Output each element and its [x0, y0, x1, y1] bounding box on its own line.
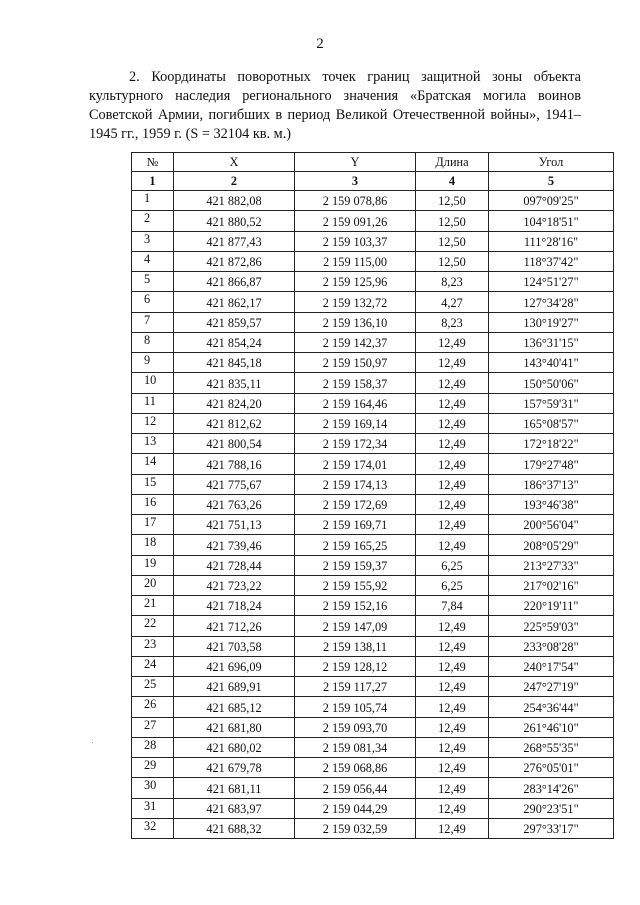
- cell-x: 421 763,26: [174, 494, 295, 514]
- cell-point-number: 20: [132, 575, 174, 595]
- table-row: [132, 636, 614, 656]
- cell-length: 12,49: [416, 818, 489, 838]
- cell-angle: 290°23'51": [489, 798, 614, 818]
- table-row: [132, 697, 614, 717]
- cell-point-number: 24: [132, 656, 174, 676]
- cell-y: 2 159 068,86: [295, 758, 416, 778]
- table-row: [132, 616, 614, 636]
- cell-length: 12,49: [416, 535, 489, 555]
- cell-x: 421 880,52: [174, 211, 295, 231]
- cell-x: 421 854,24: [174, 332, 295, 352]
- cell-angle: 233°08'28": [489, 636, 614, 656]
- cell-point-number: 28: [132, 737, 174, 757]
- table-row: [132, 413, 614, 433]
- cell-x: 421 859,57: [174, 312, 295, 332]
- cell-angle: 254°36'44": [489, 697, 614, 717]
- cell-point-number: 23: [132, 636, 174, 656]
- cell-y: 2 159 169,14: [295, 413, 416, 433]
- cell-y: 2 159 128,12: [295, 656, 416, 676]
- cell-point-number: 19: [132, 555, 174, 575]
- cell-x: 421 683,97: [174, 798, 295, 818]
- column-number-row: [132, 172, 614, 191]
- header-x: X: [174, 153, 295, 172]
- table-row: [132, 312, 614, 332]
- cell-angle: 179°27'48": [489, 454, 614, 474]
- cell-y: 2 159 103,37: [295, 231, 416, 251]
- cell-length: 12,49: [416, 717, 489, 737]
- cell-y: 2 159 158,37: [295, 373, 416, 393]
- cell-length: 12,49: [416, 494, 489, 514]
- cell-length: 12,49: [416, 737, 489, 757]
- cell-x: 421 835,11: [174, 373, 295, 393]
- cell-x: 421 862,17: [174, 292, 295, 312]
- cell-length: 12,49: [416, 636, 489, 656]
- cell-angle: 118°37'42": [489, 251, 614, 271]
- table-row: [132, 494, 614, 514]
- cell-length: 12,49: [416, 332, 489, 352]
- cell-x: 421 728,44: [174, 555, 295, 575]
- cell-y: 2 159 174,01: [295, 454, 416, 474]
- cell-y: 2 159 164,46: [295, 393, 416, 413]
- cell-x: 421 681,80: [174, 717, 295, 737]
- cell-angle: 104°18'51": [489, 211, 614, 231]
- cell-x: 421 751,13: [174, 515, 295, 535]
- table-body: [132, 172, 614, 839]
- table-row: [132, 717, 614, 737]
- cell-point-number: 18: [132, 535, 174, 555]
- cell-angle: 208°05'29": [489, 535, 614, 555]
- cell-length: 8,23: [416, 312, 489, 332]
- header-length: Длина: [416, 153, 489, 172]
- cell-angle: 200°56'04": [489, 515, 614, 535]
- table-header-row: [132, 153, 614, 172]
- cell-y: 2 159 155,92: [295, 575, 416, 595]
- cell-point-number: 15: [132, 474, 174, 494]
- column-number: 3: [295, 172, 416, 191]
- table-row: [132, 211, 614, 231]
- cell-angle: 136°31'15": [489, 332, 614, 352]
- cell-point-number: 16: [132, 494, 174, 514]
- cell-angle: 276°05'01": [489, 758, 614, 778]
- cell-angle: 111°28'16": [489, 231, 614, 251]
- cell-y: 2 159 115,00: [295, 251, 416, 271]
- column-number: 4: [416, 172, 489, 191]
- table-row: [132, 332, 614, 352]
- cell-y: 2 159 172,69: [295, 494, 416, 514]
- table-row: [132, 555, 614, 575]
- cell-point-number: 22: [132, 616, 174, 636]
- cell-length: 12,49: [416, 515, 489, 535]
- cell-angle: 247°27'19": [489, 677, 614, 697]
- cell-point-number: 14: [132, 454, 174, 474]
- cell-length: 12,49: [416, 758, 489, 778]
- cell-point-number: 31: [132, 798, 174, 818]
- table-row: [132, 191, 614, 211]
- cell-length: 12,50: [416, 211, 489, 231]
- cell-angle: 150°50'06": [489, 373, 614, 393]
- table-row: [132, 596, 614, 616]
- table-row: [132, 251, 614, 271]
- table-row: [132, 515, 614, 535]
- table-row: [132, 818, 614, 838]
- cell-y: 2 159 125,96: [295, 272, 416, 292]
- cell-y: 2 159 117,27: [295, 677, 416, 697]
- cell-y: 2 159 132,72: [295, 292, 416, 312]
- cell-length: 12,50: [416, 191, 489, 211]
- table-row: [132, 454, 614, 474]
- cell-point-number: 4: [132, 251, 174, 271]
- cell-x: 421 681,11: [174, 778, 295, 798]
- cell-angle: 220°19'11": [489, 596, 614, 616]
- cell-point-number: 11: [132, 393, 174, 413]
- cell-x: 421 703,58: [174, 636, 295, 656]
- table-row: [132, 798, 614, 818]
- table-row: [132, 272, 614, 292]
- cell-point-number: 30: [132, 778, 174, 798]
- cell-point-number: 5: [132, 272, 174, 292]
- cell-point-number: 27: [132, 717, 174, 737]
- table-row: [132, 393, 614, 413]
- cell-length: 12,49: [416, 474, 489, 494]
- table-row: [132, 535, 614, 555]
- cell-length: 12,49: [416, 697, 489, 717]
- table-row: [132, 231, 614, 251]
- cell-angle: 143°40'41": [489, 353, 614, 373]
- cell-angle: 124°51'27": [489, 272, 614, 292]
- table-row: [132, 575, 614, 595]
- cell-y: 2 159 174,13: [295, 474, 416, 494]
- column-number: 1: [132, 172, 174, 191]
- cell-x: 421 877,43: [174, 231, 295, 251]
- cell-length: 4,27: [416, 292, 489, 312]
- table-row: [132, 292, 614, 312]
- cell-point-number: 26: [132, 697, 174, 717]
- cell-y: 2 159 093,70: [295, 717, 416, 737]
- cell-length: 12,49: [416, 656, 489, 676]
- cell-x: 421 882,08: [174, 191, 295, 211]
- cell-y: 2 159 081,34: [295, 737, 416, 757]
- cell-angle: 261°46'10": [489, 717, 614, 737]
- cell-y: 2 159 172,34: [295, 434, 416, 454]
- table-row: [132, 373, 614, 393]
- cell-angle: 283°14'26": [489, 778, 614, 798]
- table-row: [132, 474, 614, 494]
- cell-angle: 097°09'25": [489, 191, 614, 211]
- cell-y: 2 159 136,10: [295, 312, 416, 332]
- cell-y: 2 159 078,86: [295, 191, 416, 211]
- cell-y: 2 159 032,59: [295, 818, 416, 838]
- cell-length: 6,25: [416, 575, 489, 595]
- cell-angle: 172°18'22": [489, 434, 614, 454]
- cell-angle: 217°02'16": [489, 575, 614, 595]
- cell-x: 421 866,87: [174, 272, 295, 292]
- section-heading: [89, 68, 581, 144]
- cell-length: 12,49: [416, 373, 489, 393]
- cell-point-number: 25: [132, 677, 174, 697]
- cell-x: 421 800,54: [174, 434, 295, 454]
- cell-length: 12,49: [416, 798, 489, 818]
- cell-point-number: 3: [132, 231, 174, 251]
- cell-x: 421 679,78: [174, 758, 295, 778]
- cell-point-number: 10: [132, 373, 174, 393]
- cell-length: 12,49: [416, 677, 489, 697]
- cell-point-number: 29: [132, 758, 174, 778]
- table-row: [132, 677, 614, 697]
- cell-length: 8,23: [416, 272, 489, 292]
- cell-x: 421 689,91: [174, 677, 295, 697]
- cell-y: 2 159 056,44: [295, 778, 416, 798]
- cell-length: 7,84: [416, 596, 489, 616]
- coordinates-table: [131, 152, 614, 839]
- table-row: [132, 656, 614, 676]
- table-row: [132, 737, 614, 757]
- column-number: 5: [489, 172, 614, 191]
- cell-point-number: 8: [132, 332, 174, 352]
- cell-x: 421 685,12: [174, 697, 295, 717]
- header-angle: Угол: [489, 153, 614, 172]
- cell-point-number: 6: [132, 292, 174, 312]
- cell-y: 2 159 159,37: [295, 555, 416, 575]
- cell-x: 421 812,62: [174, 413, 295, 433]
- cell-point-number: 13: [132, 434, 174, 454]
- cell-length: 12,50: [416, 251, 489, 271]
- cell-y: 2 159 138,11: [295, 636, 416, 656]
- cell-x: 421 723,22: [174, 575, 295, 595]
- table-row: [132, 434, 614, 454]
- cell-point-number: 1: [132, 191, 174, 211]
- cell-y: 2 159 142,37: [295, 332, 416, 352]
- cell-y: 2 159 105,74: [295, 697, 416, 717]
- cell-angle: 127°34'28": [489, 292, 614, 312]
- cell-y: 2 159 169,71: [295, 515, 416, 535]
- cell-y: 2 159 091,26: [295, 211, 416, 231]
- cell-angle: 297°33'17": [489, 818, 614, 838]
- cell-point-number: 32: [132, 818, 174, 838]
- cell-angle: 193°46'38": [489, 494, 614, 514]
- header-y: Y: [295, 153, 416, 172]
- cell-length: 12,49: [416, 778, 489, 798]
- cell-angle: 240°17'54": [489, 656, 614, 676]
- cell-y: 2 159 152,16: [295, 596, 416, 616]
- cell-x: 421 696,09: [174, 656, 295, 676]
- cell-length: 12,49: [416, 393, 489, 413]
- cell-length: 12,49: [416, 353, 489, 373]
- cell-length: 6,25: [416, 555, 489, 575]
- cell-x: 421 680,02: [174, 737, 295, 757]
- cell-length: 12,49: [416, 454, 489, 474]
- cell-angle: 165°08'57": [489, 413, 614, 433]
- cell-x: 421 688,32: [174, 818, 295, 838]
- cell-y: 2 159 165,25: [295, 535, 416, 555]
- cell-length: 12,50: [416, 231, 489, 251]
- cell-length: 12,49: [416, 413, 489, 433]
- cell-x: 421 788,16: [174, 454, 295, 474]
- page-number: 2: [316, 36, 324, 52]
- cell-x: 421 718,24: [174, 596, 295, 616]
- cell-x: 421 824,20: [174, 393, 295, 413]
- table-row: [132, 758, 614, 778]
- cell-x: 421 739,46: [174, 535, 295, 555]
- cell-y: 2 159 147,09: [295, 616, 416, 636]
- cell-angle: 186°37'13": [489, 474, 614, 494]
- cell-y: 2 159 150,97: [295, 353, 416, 373]
- cell-x: 421 872,86: [174, 251, 295, 271]
- cell-point-number: 9: [132, 353, 174, 373]
- cell-length: 12,49: [416, 616, 489, 636]
- header-number: №: [132, 153, 174, 172]
- cell-length: 12,49: [416, 434, 489, 454]
- section-heading-text: 2. Координаты поворотных точек границ защитной зоны объекта культурного наследия регионального значения «Братская могила воинов Советской Армии, погибших в период Великой Отечественной войны», 1941–1945 гг., 1959 г. (S = 32104 кв. м.): [89, 69, 581, 142]
- cell-x: 421 845,18: [174, 353, 295, 373]
- cell-y: 2 159 044,29: [295, 798, 416, 818]
- cell-point-number: 12: [132, 413, 174, 433]
- cell-angle: 157°59'31": [489, 393, 614, 413]
- cell-point-number: 2: [132, 211, 174, 231]
- cell-angle: 268°55'35": [489, 737, 614, 757]
- table-row: [132, 353, 614, 373]
- cell-angle: 225°59'03": [489, 616, 614, 636]
- cell-x: 421 775,67: [174, 474, 295, 494]
- cell-point-number: 21: [132, 596, 174, 616]
- table-row: [132, 778, 614, 798]
- cell-angle: 130°19'27": [489, 312, 614, 332]
- cell-x: 421 712,26: [174, 616, 295, 636]
- margin-mark: [92, 742, 93, 743]
- cell-point-number: 7: [132, 312, 174, 332]
- column-number: 2: [174, 172, 295, 191]
- cell-angle: 213°27'33": [489, 555, 614, 575]
- cell-point-number: 17: [132, 515, 174, 535]
